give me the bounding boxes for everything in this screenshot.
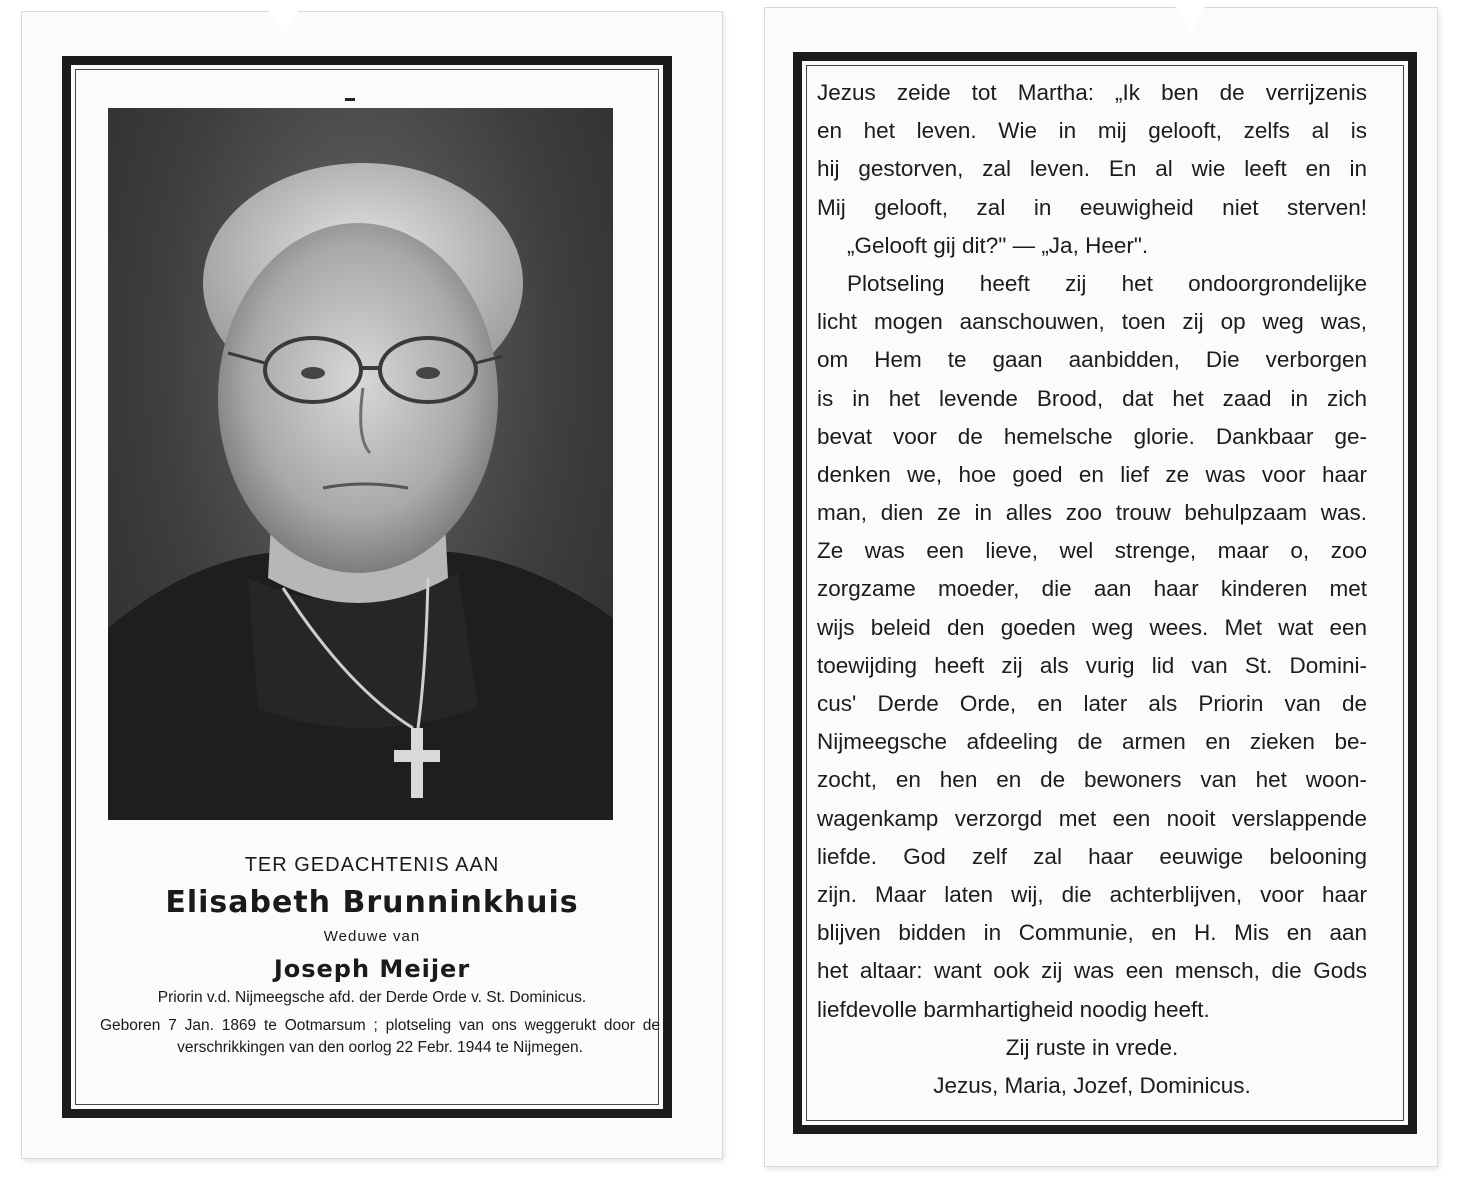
text-line: liefdevolle barmhartigheid noodig heeft. <box>817 996 1210 1022</box>
print-mark <box>345 98 355 101</box>
portrait-photo <box>108 108 613 820</box>
text-line: Nijmeegsche afdeeling de armen en zieken be- <box>817 729 1367 755</box>
text-line: wijs beleid den goeden weg wees. Met wat een <box>817 614 1367 640</box>
widow-of-label: Weduwe van <box>323 928 421 945</box>
text-line: hij gestorven, zal leven. En al wie leeft en in <box>817 156 1367 182</box>
text-line: denken we, hoe goed en lief ze was voor haar <box>817 461 1367 487</box>
card-notch <box>1175 6 1205 32</box>
text-line: man, dien ze in alles zoo trouw behulpzaam was. <box>817 500 1367 526</box>
text-line: Plotseling heeft zij het ondoorgrondelijke <box>847 270 1367 296</box>
portrait-illustration <box>108 108 613 820</box>
text-line: zijn. Maar laten wij, die achterblijven, voor haar <box>817 881 1367 907</box>
text-line: Jezus zeide tot Martha: „Ik ben de verrijzenis <box>817 80 1367 105</box>
text-line: toewijding heeft zij als vurig lid van St. Domini- <box>817 652 1367 678</box>
text-line: wagenkamp verzorgd met een nooit verslappende <box>817 805 1367 831</box>
memorial-card-front <box>22 12 722 1158</box>
text-line: „Gelooft gij dit?" — „Ja, Heer". <box>847 232 1149 258</box>
text-line: liefde. God zelf zal haar eeuwige belooning <box>817 843 1367 869</box>
memorial-heading: TER GEDACHTENIS AAN <box>244 854 500 876</box>
text-line: en het leven. Wie in mij gelooft, zelfs al is <box>817 118 1367 144</box>
text-line: is in het levende Brood, dat het zaad in zich <box>817 385 1367 411</box>
deceased-name: Elisabeth Brunninkhuis <box>165 885 579 920</box>
text-line: cus' Derde Orde, en later als Priorin van de <box>817 691 1367 716</box>
text-line: om Hem te gaan aanbidden, Die verborgen <box>817 347 1367 373</box>
memorial-card-back <box>765 8 1437 1166</box>
text-line: bevat voor de hemelsche glorie. Dankbaar ge- <box>817 423 1367 449</box>
husband-name: Joseph Meijer <box>273 955 471 983</box>
text-line: zorgzame moeder, die aan haar kinderen met <box>817 576 1367 602</box>
text-line: zocht, en hen en de bewoners van het woon- <box>817 767 1367 793</box>
closing-line: Zij ruste in vrede. <box>1005 1034 1179 1060</box>
role-line: Priorin v.d. Nijmeegsche afd. der Derde Orde v. St. Dominicus. <box>157 989 587 1006</box>
text-line: licht mogen aanschouwen, toen zij op weg was, <box>817 309 1367 335</box>
text-line: het altaar: want ook zij was een mensch, die Gods <box>817 958 1367 984</box>
prayer-text <box>817 74 1367 1105</box>
card-notch <box>268 10 298 36</box>
text-line: Mij gelooft, zal in eeuwigheid niet sterven! <box>817 194 1367 220</box>
closing-line: Jezus, Maria, Jozef, Dominicus. <box>933 1072 1251 1098</box>
text-line: Ze was een lieve, wel strenge, maar o, zoo <box>817 538 1367 564</box>
text-line: blijven bidden in Communie, en H. Mis en aan <box>817 920 1367 946</box>
birth-death-text: Geboren 7 Jan. 1869 te Ootmarsum ; plotseling van ons weggerukt door de verschrikkingen van den oorlog 22 Febr. 1944 te Nijmegen. <box>100 1017 660 1056</box>
